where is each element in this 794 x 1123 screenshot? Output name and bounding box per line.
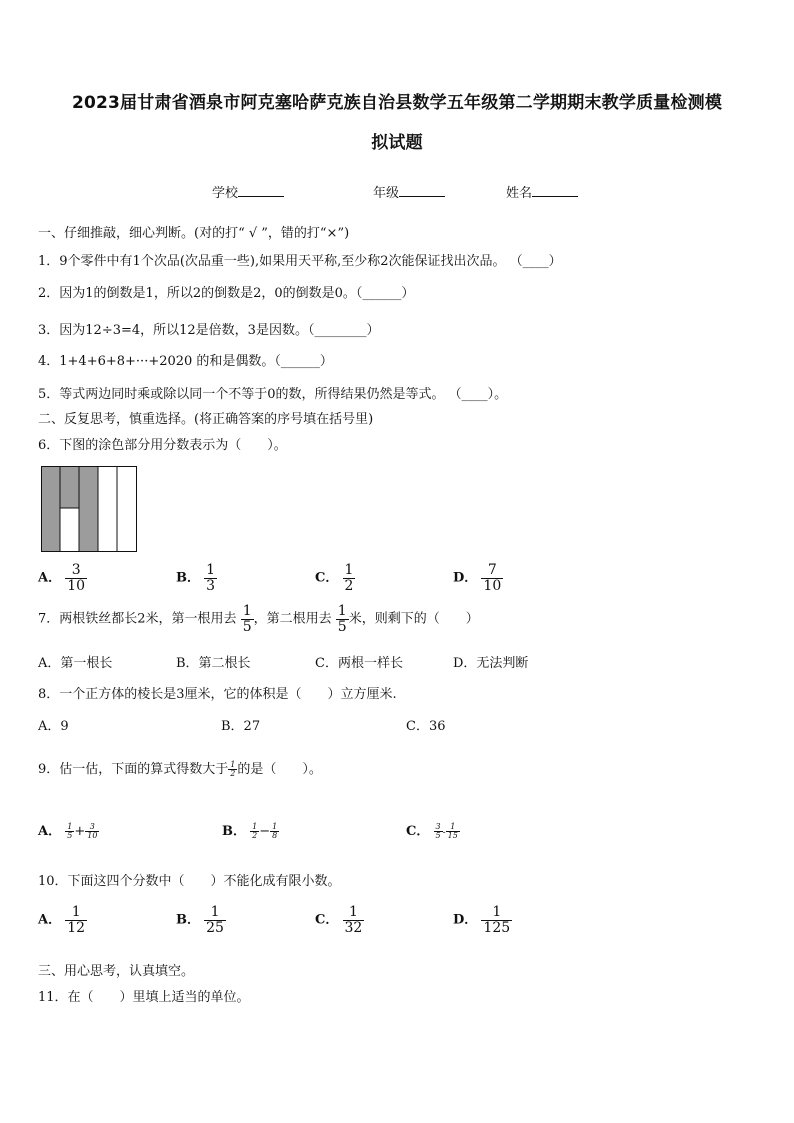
q6-option-b[interactable]: B． $\frac{1}{3}$ [176, 562, 216, 594]
q10-option-d[interactable]: D． $\frac{1}{125}$ [453, 904, 511, 936]
section-2-heading: 二、反复思考，慎重选择。(将正确答案的序号填在括号里) [38, 412, 374, 427]
q10-option-c[interactable]: C． $\frac{1}{32}$ [315, 904, 363, 936]
q7-option-d[interactable]: D．无法判断 [453, 656, 529, 671]
shaded-column-3 [79, 467, 98, 551]
name-field[interactable] [506, 182, 578, 201]
q9-option-b[interactable]: B． $\frac{1}{2}$ − $\frac{1}{8}$ [222, 821, 278, 840]
grade-field[interactable] [373, 182, 445, 201]
question-7: 7．两根铁丝都长2米，第一根用去 $\frac{1}{5}$ ，第二根用去 $\frac{1}{5}$ 米，则剩下的（ ） [38, 603, 479, 635]
q6-option-a[interactable]: A． $\frac{3}{10}$ [38, 562, 86, 594]
shaded-top-cell [60, 467, 79, 508]
school-label: 学校 [212, 186, 239, 201]
q6-option-d[interactable]: D． $\frac{7}{10}$ [453, 562, 502, 594]
page-title-line2: 拟试题 [371, 133, 423, 153]
name-blank[interactable] [532, 184, 578, 197]
q9-option-c[interactable]: C． $\frac{3}{5}$ - $\frac{1}{15}$ [406, 821, 458, 840]
school-field[interactable] [212, 182, 284, 201]
question-11: 11．在（ ）里填上适当的单位。 [38, 990, 250, 1005]
q10-option-b[interactable]: B． $\frac{1}{25}$ [176, 904, 224, 936]
q8-option-a[interactable]: A．9 [38, 719, 69, 734]
grade-blank[interactable] [399, 184, 445, 197]
question-10: 10．下面这四个分数中（ ）不能化成有限小数。 [38, 874, 341, 889]
question-5: 5．等式两边同时乘或除以同一个不等于0的数，所得结果仍然是等式。 （____）。 [38, 387, 508, 402]
question-8: 8．一个正方体的棱长是3厘米，它的体积是（ ）立方厘米. [38, 687, 397, 702]
school-blank[interactable] [238, 184, 284, 197]
question-1: 1．9个零件中有1个次品(次品重一些),如果用天平称,至少称2次能保证找出次品。 （____） [38, 254, 562, 269]
q9-option-a[interactable]: A． $\frac{1}{5}$ + $\frac{3}{10}$ [38, 821, 98, 840]
fraction-figure [41, 466, 137, 552]
question-6: 6．下图的涂色部分用分数表示为（ ）。 [38, 438, 287, 453]
q8-option-c[interactable]: C．36 [406, 719, 446, 734]
shaded-column-1 [42, 467, 60, 551]
q7-option-b[interactable]: B．第二根长 [176, 656, 251, 671]
question-4: 4．1+4+6+8+···+2020 的和是偶数。（______） [38, 354, 333, 369]
name-label: 姓名 [506, 186, 533, 201]
grade-label: 年级 [373, 186, 400, 201]
q8-option-b[interactable]: B．27 [221, 719, 261, 734]
q7-option-a[interactable]: A．第一根长 [38, 656, 113, 671]
q6-option-c[interactable]: C． $\frac{1}{2}$ [315, 562, 354, 594]
section-3-heading: 三、用心思考，认真填空。 [38, 964, 195, 979]
q10-option-a[interactable]: A． $\frac{1}{12}$ [38, 904, 86, 936]
q7-option-c[interactable]: C．两根一样长 [315, 656, 403, 671]
section-1-heading: 一、仔细推敲，细心判断。(对的打“ √ ”，错的打“×”) [38, 226, 350, 241]
question-2: 2．因为1的倒数是1，所以2的倒数是2，0的倒数是0。（______） [38, 286, 415, 301]
page-title: 2023届甘肃省酒泉市阿克塞哈萨克族自治县数学五年级第二学期期末教学质量检测模 [71, 93, 723, 113]
question-3: 3．因为12÷3=4，所以12是倍数，3是因数。（________） [38, 323, 380, 338]
question-9: 9．估一估，下面的算式得数大于 $\frac{1}{2}$ 的是（ ）。 [38, 759, 322, 778]
